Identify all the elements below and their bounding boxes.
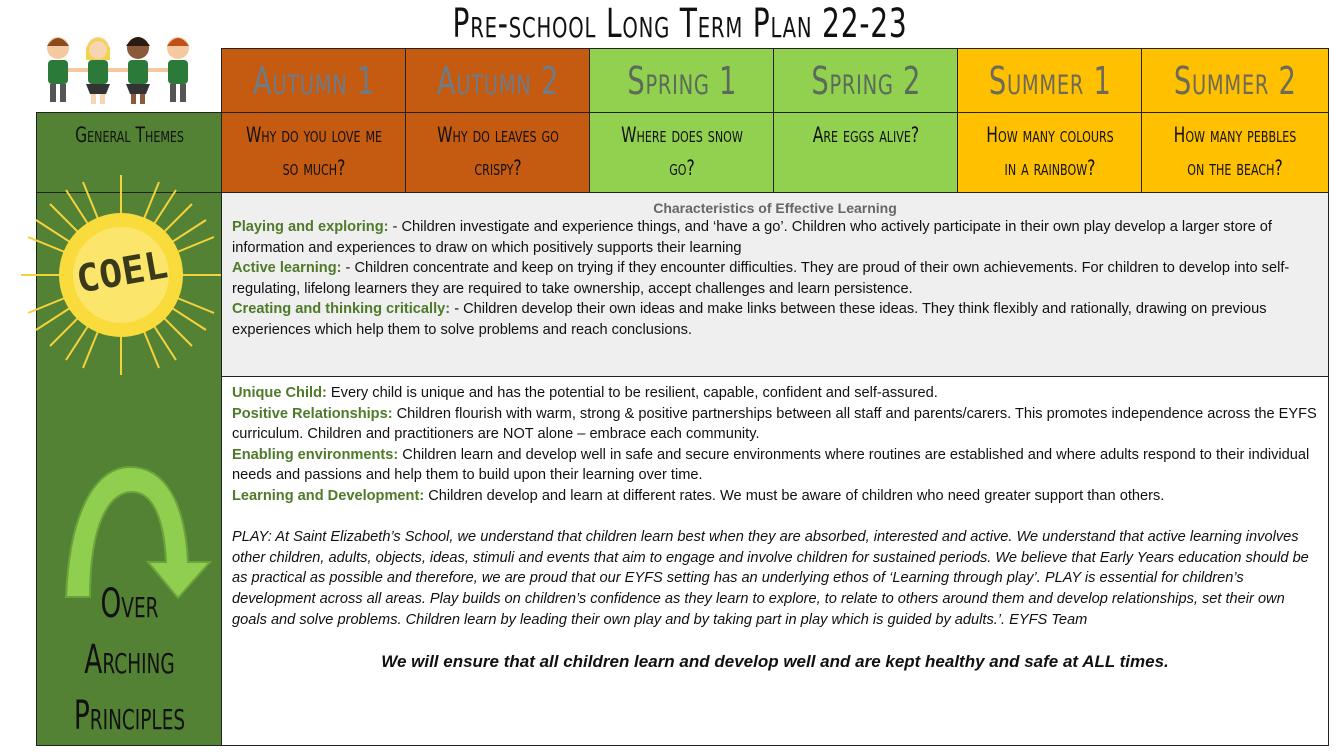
- coel-item: Creating and thinking critically: - Children develop their own ideas and make links between these ideas. They think flexibly and rationally, drawing on previous experiences which help them to solve problems and reach conclusions.: [232, 301, 1267, 338]
- closing-statement: We will ensure that all children learn and develop well and are kept healthy and safe at ALL times.: [381, 652, 1169, 672]
- term-header-autumn-2: Autumn 2: [405, 48, 591, 114]
- principle-item: Learning and Development: Children develop and learn at different rates. We must be aware of children who need greater support than others.: [232, 487, 1165, 504]
- coel-item: Active learning: - Children concentrate and keep on trying if they encounter difficulties. They are proud of their own achievements. For children to develop into self-regulating, lifelong learners they are required to take ownership, accept challenges and learn persistence.: [232, 260, 1290, 297]
- play-statement: PLAY: At Saint Elizabeth’s School, we understand that children learn best when they are absorbed, interested and active. We understand that active learning involves other children, adults, objects, ideas, stimuli and events that aim to engage and involve children for sustained periods. We believe that Early Years education should be as practical as possible and therefore, we are proud that our EYFS setting has an underlying ethos of ‘Learning through play’. PLAY is essential for children’s development across all areas. Play builds on children’s confidence as they learn to explore, to relate to others around them and develop relationships, set their own goals and solve problems. Children learn by leading their own play and by taking part in play which is guided by adults.’. EYFS Team: [232, 529, 1309, 628]
- theme-summer-1: How many colours in a rainbow?: [957, 112, 1143, 194]
- theme-spring-1: Where does snow go?: [589, 112, 775, 194]
- term-header-autumn-1: Autumn 1: [221, 48, 407, 114]
- coel-item: Playing and exploring: - Children investigate and experience things, and ‘have a go’. Children who actively participate in their own play develop a larger store of information and experiences to draw on which positively supports their learning: [232, 219, 1272, 256]
- page-title: Pre-school Long Term Plan 22-23: [452, 1, 908, 47]
- coel-heading: Characteristics of Effective Learning: [653, 200, 897, 216]
- principle-item: Positive Relationships: Children flourish with warm, strong & positive partnerships between all staff and parents/carers. This promotes independence across the EYFS curriculum. Children and practitioners are NOT alone – embrace each community.: [232, 405, 1317, 443]
- principles-panel: [221, 376, 1329, 746]
- theme-summer-2: How many pebbles on the beach?: [1141, 112, 1329, 194]
- theme-spring-2: Are eggs alive?: [773, 112, 959, 194]
- plan-grid: [36, 48, 1329, 746]
- theme-autumn-1: Why do you love me so much?: [221, 112, 407, 194]
- principle-item: Unique Child: Every child is unique and has the potential to be resilient, capable, confident and self-assured.: [232, 385, 938, 401]
- term-header-spring-1: Spring 1: [589, 48, 775, 114]
- coel-panel: [221, 192, 1329, 378]
- theme-autumn-2: Why do leaves go crispy?: [405, 112, 591, 194]
- term-header-spring-2: Spring 2: [773, 48, 959, 114]
- term-header-summer-2: Summer 2: [1141, 48, 1329, 114]
- over-arching-principles-label: Over Arching Principles: [73, 581, 186, 739]
- term-header-summer-1: Summer 1: [957, 48, 1143, 114]
- general-themes-label: General Themes: [36, 112, 223, 194]
- coel-badge-text: COEL: [73, 242, 171, 302]
- principle-item: Enabling environments: Children learn and develop well in safe and secure environments where routines are established and where adults respond to their individual needs and passions and help them to build upon their learning over time.: [232, 446, 1310, 484]
